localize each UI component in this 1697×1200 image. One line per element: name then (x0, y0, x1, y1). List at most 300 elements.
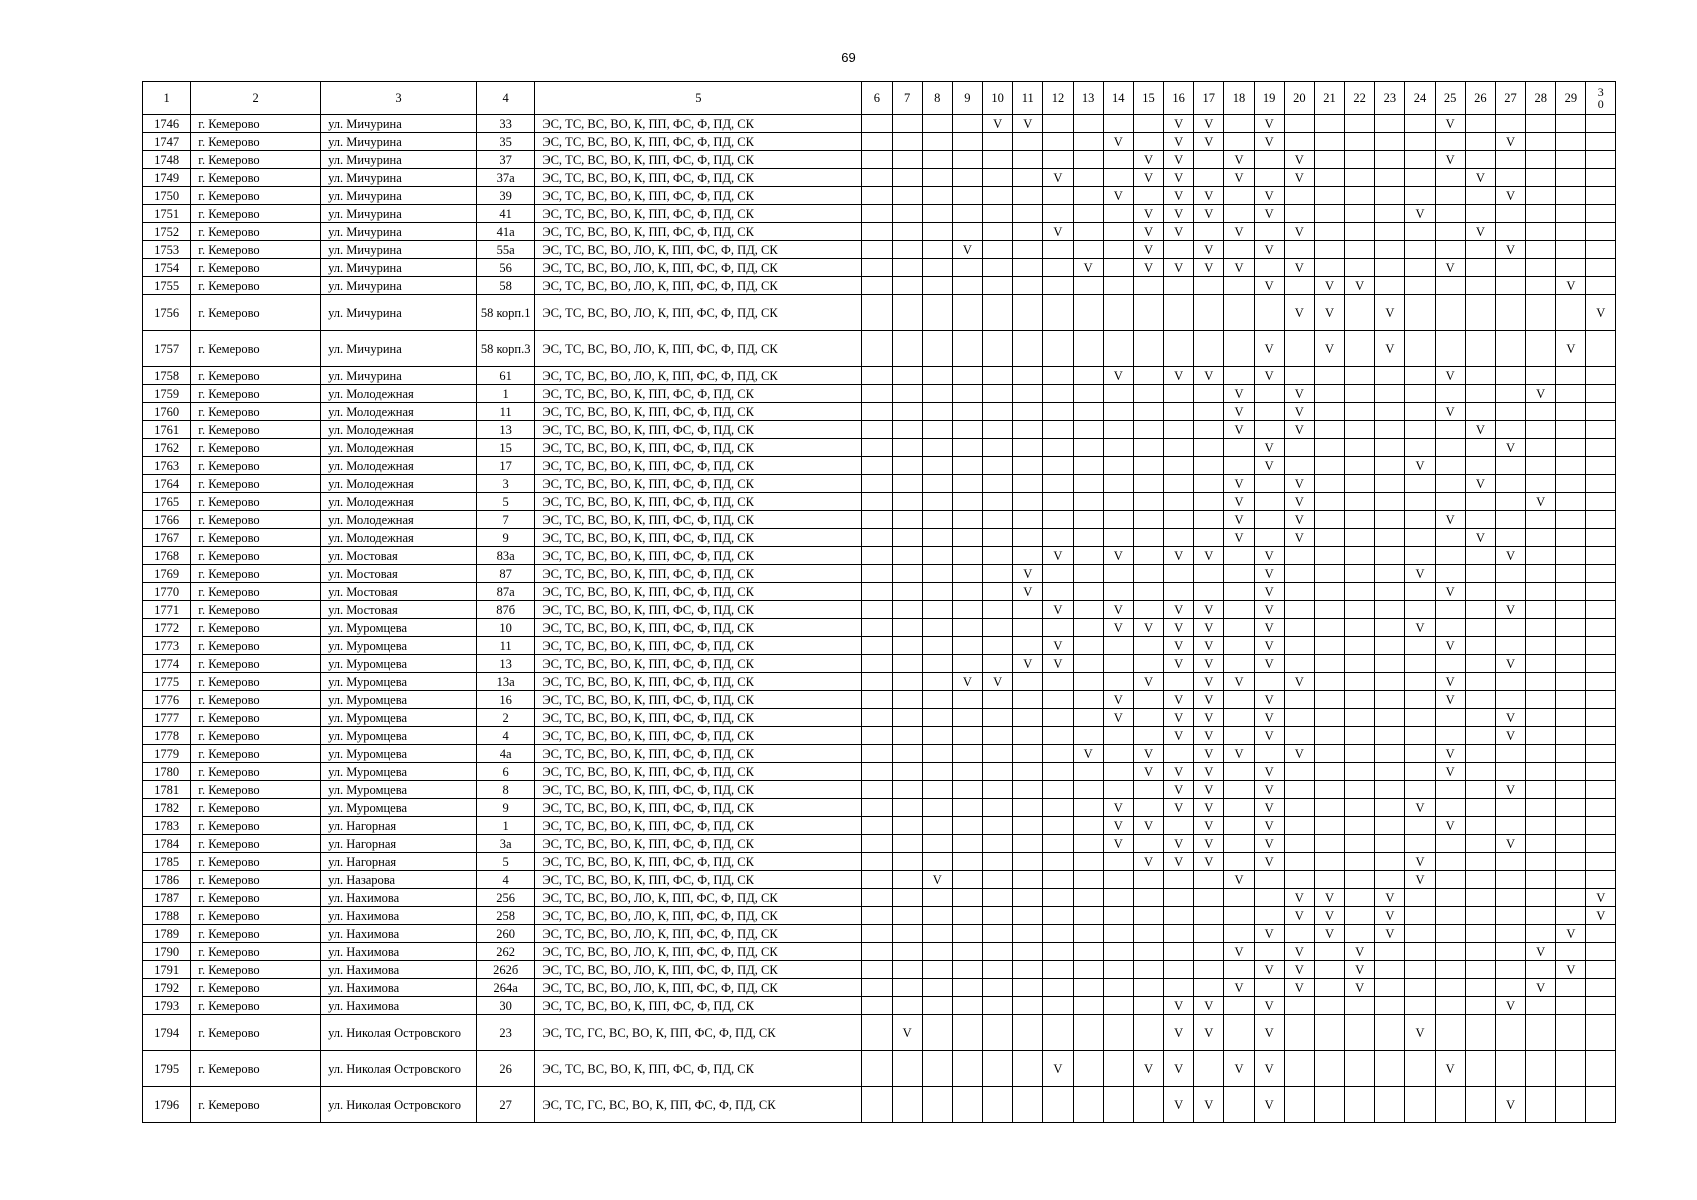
mark-cell-col-19: V (1254, 583, 1284, 601)
mark-cell-col-20 (1284, 997, 1314, 1015)
services-cell: ЭС, ТС, ВС, ВО, К, ПП, ФС, Ф, ПД, СК (535, 709, 862, 727)
mark-cell-col-9 (952, 979, 982, 997)
mark-cell-col-24 (1405, 259, 1435, 277)
mark-cell-col-30 (1586, 223, 1616, 241)
mark-cell-col-18: V (1224, 943, 1254, 961)
mark-cell-col-13 (1073, 1015, 1103, 1051)
mark-cell-col-20: V (1284, 979, 1314, 997)
mark-cell-col-30 (1586, 943, 1616, 961)
mark-cell-col-12 (1043, 421, 1073, 439)
mark-cell-col-24 (1405, 781, 1435, 799)
mark-cell-col-7 (892, 673, 922, 691)
mark-cell-col-11 (1013, 493, 1043, 511)
mark-cell-col-19: V (1254, 601, 1284, 619)
column-header-4: 4 (477, 82, 535, 115)
mark-cell-col-22 (1345, 1015, 1375, 1051)
row-number: 1796 (143, 1087, 191, 1123)
services-cell: ЭС, ТС, ВС, ВО, ЛО, К, ПП, ФС, Ф, ПД, СК (535, 979, 862, 997)
mark-cell-col-29 (1556, 691, 1586, 709)
mark-cell-col-19 (1254, 943, 1284, 961)
mark-cell-col-17 (1194, 961, 1224, 979)
row-number: 1753 (143, 241, 191, 259)
street-cell: ул. Мостовая (321, 601, 477, 619)
mark-cell-col-11 (1013, 781, 1043, 799)
row-number: 1795 (143, 1051, 191, 1087)
mark-cell-col-9 (952, 583, 982, 601)
column-header-29: 29 (1556, 82, 1586, 115)
mark-cell-col-22 (1345, 817, 1375, 835)
mark-cell-col-17: V (1194, 997, 1224, 1015)
mark-cell-col-27 (1495, 475, 1525, 493)
mark-cell-col-29 (1556, 601, 1586, 619)
mark-cell-col-10 (983, 835, 1013, 853)
mark-cell-col-10 (983, 691, 1013, 709)
table-row (143, 259, 1616, 277)
mark-cell-col-27: V (1495, 133, 1525, 151)
mark-cell-col-23 (1375, 277, 1405, 295)
table-row (143, 277, 1616, 295)
mark-cell-col-17 (1194, 403, 1224, 421)
mark-cell-col-23 (1375, 817, 1405, 835)
mark-cell-col-9 (952, 727, 982, 745)
mark-cell-col-10 (983, 799, 1013, 817)
mark-cell-col-20 (1284, 547, 1314, 565)
mark-cell-col-25 (1435, 799, 1465, 817)
mark-cell-col-30 (1586, 691, 1616, 709)
mark-cell-col-25: V (1435, 637, 1465, 655)
mark-cell-col-7 (892, 439, 922, 457)
street-cell: ул. Мичурина (321, 187, 477, 205)
mark-cell-col-19 (1254, 889, 1284, 907)
mark-cell-col-17: V (1194, 187, 1224, 205)
mark-cell-col-9 (952, 691, 982, 709)
mark-cell-col-9 (952, 835, 982, 853)
mark-cell-col-17: V (1194, 1015, 1224, 1051)
mark-cell-col-21 (1314, 457, 1344, 475)
mark-cell-col-21 (1314, 745, 1344, 763)
mark-cell-col-11 (1013, 295, 1043, 331)
city-cell: г. Кемерово (191, 601, 321, 619)
city-cell: г. Кемерово (191, 1051, 321, 1087)
mark-cell-col-11: V (1013, 655, 1043, 673)
mark-cell-col-26 (1465, 727, 1495, 745)
mark-cell-col-24 (1405, 421, 1435, 439)
street-cell: ул. Нагорная (321, 853, 477, 871)
column-header-12: 12 (1043, 82, 1073, 115)
mark-cell-col-20 (1284, 619, 1314, 637)
mark-cell-col-24 (1405, 493, 1435, 511)
mark-cell-col-30 (1586, 745, 1616, 763)
house-cell: 13 (477, 655, 535, 673)
house-cell: 11 (477, 637, 535, 655)
mark-cell-col-27 (1495, 367, 1525, 385)
city-cell: г. Кемерово (191, 367, 321, 385)
mark-cell-col-30 (1586, 835, 1616, 853)
house-cell: 13 (477, 421, 535, 439)
mark-cell-col-6 (862, 169, 892, 187)
mark-cell-col-8 (922, 457, 952, 475)
mark-cell-col-14 (1103, 493, 1133, 511)
mark-cell-col-10 (983, 439, 1013, 457)
mark-cell-col-26 (1465, 1015, 1495, 1051)
mark-cell-col-8 (922, 727, 952, 745)
mark-cell-col-13 (1073, 151, 1103, 169)
mark-cell-col-6 (862, 709, 892, 727)
house-cell: 262 (477, 943, 535, 961)
mark-cell-col-11: V (1013, 115, 1043, 133)
mark-cell-col-8 (922, 583, 952, 601)
table-row (143, 1051, 1616, 1087)
mark-cell-col-17 (1194, 511, 1224, 529)
mark-cell-col-10 (983, 529, 1013, 547)
mark-cell-col-28 (1526, 1051, 1556, 1087)
mark-cell-col-16: V (1164, 709, 1194, 727)
services-cell: ЭС, ТС, ВС, ВО, К, ПП, ФС, Ф, ПД, СК (535, 745, 862, 763)
mark-cell-col-19: V (1254, 241, 1284, 259)
mark-cell-col-27 (1495, 169, 1525, 187)
mark-cell-col-26 (1465, 997, 1495, 1015)
mark-cell-col-6 (862, 457, 892, 475)
house-cell: 264а (477, 979, 535, 997)
mark-cell-col-18: V (1224, 421, 1254, 439)
mark-cell-col-16 (1164, 493, 1194, 511)
mark-cell-col-13 (1073, 133, 1103, 151)
services-cell: ЭС, ТС, ВС, ВО, К, ПП, ФС, Ф, ПД, СК (535, 619, 862, 637)
mark-cell-col-30 (1586, 529, 1616, 547)
mark-cell-col-16 (1164, 295, 1194, 331)
mark-cell-col-28 (1526, 817, 1556, 835)
mark-cell-col-8 (922, 1051, 952, 1087)
table-row (143, 169, 1616, 187)
mark-cell-col-27 (1495, 1015, 1525, 1051)
street-cell: ул. Нахимова (321, 889, 477, 907)
house-cell: 3 (477, 475, 535, 493)
house-cell: 26 (477, 1051, 535, 1087)
mark-cell-col-12 (1043, 241, 1073, 259)
services-cell: ЭС, ТС, ВС, ВО, К, ПП, ФС, Ф, ПД, СК (535, 115, 862, 133)
mark-cell-col-18 (1224, 799, 1254, 817)
mark-cell-col-11 (1013, 403, 1043, 421)
mark-cell-col-26 (1465, 673, 1495, 691)
mark-cell-col-26 (1465, 385, 1495, 403)
mark-cell-col-9 (952, 961, 982, 979)
mark-cell-col-25 (1435, 529, 1465, 547)
street-cell: ул. Молодежная (321, 385, 477, 403)
mark-cell-col-12: V (1043, 601, 1073, 619)
mark-cell-col-26 (1465, 925, 1495, 943)
row-number: 1754 (143, 259, 191, 277)
mark-cell-col-8 (922, 421, 952, 439)
mark-cell-col-24 (1405, 331, 1435, 367)
mark-cell-col-6 (862, 367, 892, 385)
mark-cell-col-13 (1073, 781, 1103, 799)
mark-cell-col-10 (983, 421, 1013, 439)
mark-cell-col-23: V (1375, 907, 1405, 925)
mark-cell-col-27 (1495, 961, 1525, 979)
mark-cell-col-9 (952, 763, 982, 781)
services-cell: ЭС, ТС, ВС, ВО, К, ПП, ФС, Ф, ПД, СК (535, 601, 862, 619)
row-number: 1774 (143, 655, 191, 673)
mark-cell-col-24: V (1405, 619, 1435, 637)
mark-cell-col-16: V (1164, 853, 1194, 871)
table-row (143, 385, 1616, 403)
mark-cell-col-11 (1013, 205, 1043, 223)
city-cell: г. Кемерово (191, 745, 321, 763)
mark-cell-col-18 (1224, 1087, 1254, 1123)
street-cell: ул. Мичурина (321, 331, 477, 367)
mark-cell-col-19: V (1254, 205, 1284, 223)
mark-cell-col-9 (952, 169, 982, 187)
house-cell: 260 (477, 925, 535, 943)
mark-cell-col-20 (1284, 799, 1314, 817)
column-header-2: 2 (191, 82, 321, 115)
mark-cell-col-29 (1556, 385, 1586, 403)
street-cell: ул. Нахимова (321, 943, 477, 961)
services-cell: ЭС, ТС, ВС, ВО, К, ПП, ФС, Ф, ПД, СК (535, 493, 862, 511)
mark-cell-col-6 (862, 871, 892, 889)
mark-cell-col-18: V (1224, 475, 1254, 493)
column-header-15: 15 (1133, 82, 1163, 115)
house-cell: 39 (477, 187, 535, 205)
mark-cell-col-8 (922, 745, 952, 763)
mark-cell-col-10 (983, 781, 1013, 799)
row-number: 1758 (143, 367, 191, 385)
mark-cell-col-25: V (1435, 817, 1465, 835)
mark-cell-col-29 (1556, 1051, 1586, 1087)
mark-cell-col-30 (1586, 709, 1616, 727)
mark-cell-col-9 (952, 655, 982, 673)
row-number: 1764 (143, 475, 191, 493)
mark-cell-col-13 (1073, 475, 1103, 493)
row-number: 1778 (143, 727, 191, 745)
mark-cell-col-29 (1556, 115, 1586, 133)
mark-cell-col-7 (892, 295, 922, 331)
mark-cell-col-24 (1405, 691, 1435, 709)
mark-cell-col-13 (1073, 853, 1103, 871)
mark-cell-col-27 (1495, 385, 1525, 403)
mark-cell-col-8 (922, 475, 952, 493)
mark-cell-col-13 (1073, 925, 1103, 943)
services-cell: ЭС, ТС, ВС, ВО, К, ПП, ФС, Ф, ПД, СК (535, 565, 862, 583)
mark-cell-col-22 (1345, 889, 1375, 907)
mark-cell-col-21 (1314, 961, 1344, 979)
table-row (143, 565, 1616, 583)
house-cell: 9 (477, 529, 535, 547)
mark-cell-col-22 (1345, 871, 1375, 889)
mark-cell-col-21 (1314, 133, 1344, 151)
mark-cell-col-23 (1375, 565, 1405, 583)
street-cell: ул. Муромцева (321, 709, 477, 727)
mark-cell-col-8 (922, 115, 952, 133)
mark-cell-col-17: V (1194, 727, 1224, 745)
mark-cell-col-20 (1284, 367, 1314, 385)
mark-cell-col-20: V (1284, 511, 1314, 529)
street-cell: ул. Молодежная (321, 493, 477, 511)
mark-cell-col-23: V (1375, 331, 1405, 367)
mark-cell-col-26 (1465, 817, 1495, 835)
row-number: 1747 (143, 133, 191, 151)
mark-cell-col-25: V (1435, 115, 1465, 133)
mark-cell-col-7 (892, 421, 922, 439)
mark-cell-col-10 (983, 367, 1013, 385)
mark-cell-col-25 (1435, 727, 1465, 745)
mark-cell-col-18: V (1224, 493, 1254, 511)
mark-cell-col-13 (1073, 187, 1103, 205)
mark-cell-col-10 (983, 511, 1013, 529)
mark-cell-col-7 (892, 763, 922, 781)
mark-cell-col-16 (1164, 583, 1194, 601)
mark-cell-col-30 (1586, 799, 1616, 817)
mark-cell-col-22 (1345, 187, 1375, 205)
services-cell: ЭС, ТС, ВС, ВО, ЛО, К, ПП, ФС, Ф, ПД, СК (535, 367, 862, 385)
table-row (143, 889, 1616, 907)
mark-cell-col-21 (1314, 655, 1344, 673)
mark-cell-col-9 (952, 133, 982, 151)
mark-cell-col-27 (1495, 979, 1525, 997)
mark-cell-col-11 (1013, 187, 1043, 205)
mark-cell-col-7: V (892, 1015, 922, 1051)
mark-cell-col-17 (1194, 529, 1224, 547)
mark-cell-col-17 (1194, 295, 1224, 331)
services-cell: ЭС, ТС, ВС, ВО, К, ПП, ФС, Ф, ПД, СК (535, 169, 862, 187)
mark-cell-col-16 (1164, 907, 1194, 925)
table-row (143, 475, 1616, 493)
mark-cell-col-19: V (1254, 565, 1284, 583)
house-cell: 11 (477, 403, 535, 421)
mark-cell-col-26 (1465, 457, 1495, 475)
mark-cell-col-14 (1103, 385, 1133, 403)
mark-cell-col-13 (1073, 835, 1103, 853)
row-number: 1793 (143, 997, 191, 1015)
mark-cell-col-15 (1133, 385, 1163, 403)
mark-cell-col-28 (1526, 205, 1556, 223)
house-cell: 87б (477, 601, 535, 619)
mark-cell-col-6 (862, 187, 892, 205)
mark-cell-col-18 (1224, 709, 1254, 727)
mark-cell-col-27 (1495, 565, 1525, 583)
mark-cell-col-16 (1164, 925, 1194, 943)
mark-cell-col-21 (1314, 619, 1344, 637)
mark-cell-col-19: V (1254, 655, 1284, 673)
mark-cell-col-14: V (1103, 619, 1133, 637)
mark-cell-col-28: V (1526, 385, 1556, 403)
mark-cell-col-27: V (1495, 547, 1525, 565)
city-cell: г. Кемерово (191, 259, 321, 277)
mark-cell-col-19: V (1254, 619, 1284, 637)
mark-cell-col-8 (922, 943, 952, 961)
mark-cell-col-20 (1284, 1051, 1314, 1087)
mark-cell-col-23 (1375, 475, 1405, 493)
mark-cell-col-29 (1556, 889, 1586, 907)
mark-cell-col-26 (1465, 655, 1495, 673)
mark-cell-col-12 (1043, 187, 1073, 205)
street-cell: ул. Мичурина (321, 115, 477, 133)
mark-cell-col-19 (1254, 259, 1284, 277)
mark-cell-col-17: V (1194, 763, 1224, 781)
mark-cell-col-8 (922, 889, 952, 907)
mark-cell-col-18 (1224, 691, 1254, 709)
mark-cell-col-25 (1435, 943, 1465, 961)
mark-cell-col-8 (922, 691, 952, 709)
services-cell: ЭС, ТС, ВС, ВО, К, ПП, ФС, Ф, ПД, СК (535, 691, 862, 709)
mark-cell-col-26 (1465, 745, 1495, 763)
city-cell: г. Кемерово (191, 115, 321, 133)
mark-cell-col-22 (1345, 367, 1375, 385)
mark-cell-col-24 (1405, 277, 1435, 295)
mark-cell-col-16: V (1164, 799, 1194, 817)
mark-cell-col-17: V (1194, 745, 1224, 763)
services-cell: ЭС, ТС, ВС, ВО, ЛО, К, ПП, ФС, Ф, ПД, СК (535, 331, 862, 367)
mark-cell-col-9 (952, 421, 982, 439)
mark-cell-col-20 (1284, 781, 1314, 799)
mark-cell-col-7 (892, 997, 922, 1015)
mark-cell-col-10 (983, 709, 1013, 727)
street-cell: ул. Мичурина (321, 295, 477, 331)
mark-cell-col-6 (862, 961, 892, 979)
mark-cell-col-17: V (1194, 619, 1224, 637)
mark-cell-col-6 (862, 475, 892, 493)
mark-cell-col-10 (983, 1051, 1013, 1087)
mark-cell-col-14 (1103, 331, 1133, 367)
mark-cell-col-19 (1254, 529, 1284, 547)
column-header-19: 19 (1254, 82, 1284, 115)
mark-cell-col-12 (1043, 457, 1073, 475)
mark-cell-col-17 (1194, 979, 1224, 997)
mark-cell-col-6 (862, 781, 892, 799)
mark-cell-col-21 (1314, 871, 1344, 889)
mark-cell-col-24 (1405, 385, 1435, 403)
mark-cell-col-29 (1556, 979, 1586, 997)
street-cell: ул. Нахимова (321, 997, 477, 1015)
mark-cell-col-17: V (1194, 547, 1224, 565)
mark-cell-col-10 (983, 403, 1013, 421)
mark-cell-col-7 (892, 277, 922, 295)
mark-cell-col-13 (1073, 709, 1103, 727)
row-number: 1785 (143, 853, 191, 871)
mark-cell-col-17: V (1194, 601, 1224, 619)
mark-cell-col-15: V (1133, 619, 1163, 637)
mark-cell-col-6 (862, 241, 892, 259)
house-cell: 5 (477, 853, 535, 871)
street-cell: ул. Нахимова (321, 979, 477, 997)
mark-cell-col-26: V (1465, 169, 1495, 187)
mark-cell-col-25: V (1435, 1051, 1465, 1087)
mark-cell-col-11 (1013, 457, 1043, 475)
mark-cell-col-11 (1013, 637, 1043, 655)
mark-cell-col-22 (1345, 781, 1375, 799)
city-cell: г. Кемерово (191, 781, 321, 799)
mark-cell-col-24 (1405, 187, 1435, 205)
mark-cell-col-11 (1013, 979, 1043, 997)
mark-cell-col-13 (1073, 637, 1103, 655)
mark-cell-col-25: V (1435, 511, 1465, 529)
mark-cell-col-22 (1345, 511, 1375, 529)
mark-cell-col-18 (1224, 367, 1254, 385)
mark-cell-col-16 (1164, 673, 1194, 691)
table-row (143, 547, 1616, 565)
mark-cell-col-17: V (1194, 781, 1224, 799)
mark-cell-col-11 (1013, 1051, 1043, 1087)
mark-cell-col-21 (1314, 187, 1344, 205)
mark-cell-col-7 (892, 691, 922, 709)
street-cell: ул. Мичурина (321, 241, 477, 259)
mark-cell-col-26 (1465, 241, 1495, 259)
city-cell: г. Кемерово (191, 871, 321, 889)
mark-cell-col-28 (1526, 295, 1556, 331)
services-cell: ЭС, ТС, ВС, ВО, ЛО, К, ПП, ФС, Ф, ПД, СК (535, 295, 862, 331)
column-header-17: 17 (1194, 82, 1224, 115)
mark-cell-col-24 (1405, 997, 1435, 1015)
